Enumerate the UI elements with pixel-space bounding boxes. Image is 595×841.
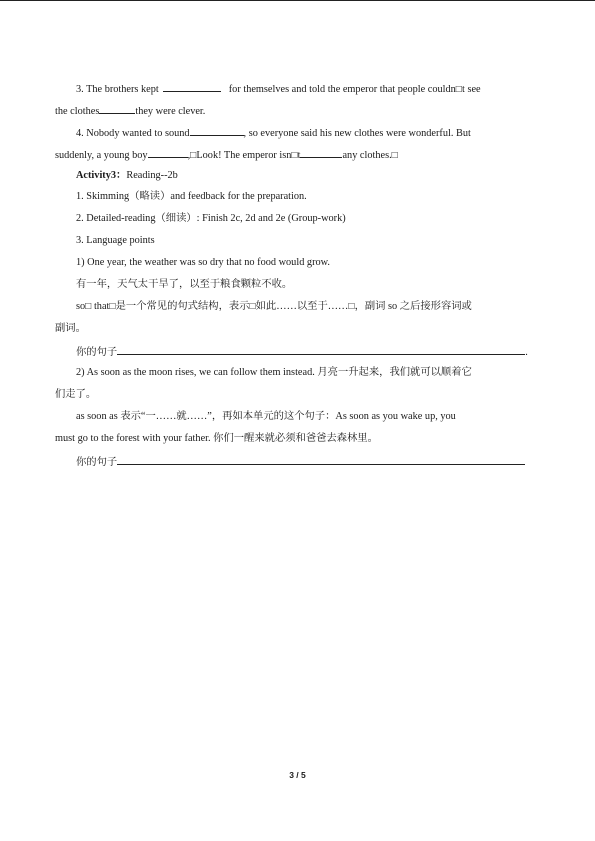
language-point-2: 2) As soon as the moon rises, we can follow them instead. 月亮一升起来，我们就可以顺着它 — [76, 367, 472, 378]
language-point-1-explanation-cont: 副词。 — [55, 323, 86, 334]
page-top-border — [0, 0, 595, 1]
question-4-line-1 — [76, 125, 471, 141]
activity-3-heading — [76, 169, 178, 183]
text: 3. The brothers kept — [76, 84, 159, 95]
text: 4. Nobody wanted to sound — [76, 128, 190, 139]
answer-blank[interactable] — [300, 147, 342, 158]
text: for themselves and told the emperor that people couldn□t see — [228, 84, 481, 95]
language-point-2-example: must go to the forest with your father. 你们一醒来就必须和爸爸去森林里。 — [55, 433, 378, 444]
your-sentence-label: 你的句子 — [76, 347, 118, 358]
text: ,□Look! The emperor isn□t — [187, 150, 301, 161]
answer-blank[interactable] — [190, 125, 244, 136]
your-sentence-2 — [76, 454, 525, 470]
language-point-1-explanation: so□ that□是一个常见的句式结构，表示□如此……以至于……□，副词 so 之后接形容词或 — [76, 301, 472, 312]
question-3-line-1 — [76, 81, 481, 97]
sentence-answer-line[interactable] — [117, 344, 525, 355]
sentence-answer-line[interactable] — [117, 454, 525, 465]
answer-blank[interactable] — [163, 81, 221, 92]
language-point-2-cont: 们走了。 — [55, 389, 97, 400]
text: . — [525, 347, 528, 358]
page-number: 3 / 5 — [289, 770, 306, 780]
text: , so everyone said his new clothes were wonderful. But — [243, 128, 471, 139]
text: the clothes — [55, 106, 100, 117]
your-sentence-label: 你的句子 — [76, 457, 118, 468]
activity-item-1: 1. Skimming（略读）and feedback for the preparation. — [76, 191, 307, 202]
answer-blank[interactable] — [99, 103, 135, 114]
question-3-line-2 — [55, 103, 205, 119]
activity-item-3: 3. Language points — [76, 235, 155, 246]
text: suddenly, a young boy — [55, 150, 148, 161]
activity-title: Reading--2b — [126, 170, 178, 181]
text: they were clever. — [135, 106, 206, 117]
question-4-line-2 — [55, 147, 398, 163]
activity-item-2: 2. Detailed-reading（细读）: Finish 2c, 2d and 2e (Group-work) — [76, 213, 346, 224]
language-point-1-translation: 有一年，天气太干旱了，以至于粮食颗粒不收。 — [76, 279, 293, 290]
language-point-1: 1) One year, the weather was so dry that no food would grow. — [76, 257, 330, 268]
text: any clothes.□ — [342, 150, 398, 161]
your-sentence-1 — [76, 344, 528, 360]
answer-blank[interactable] — [148, 147, 188, 158]
activity-label: Activity3： — [76, 170, 127, 181]
language-point-2-explanation: as soon as 表示“一……就……”，再如本单元的这个句子：As soon as you wake up, you — [76, 411, 456, 422]
